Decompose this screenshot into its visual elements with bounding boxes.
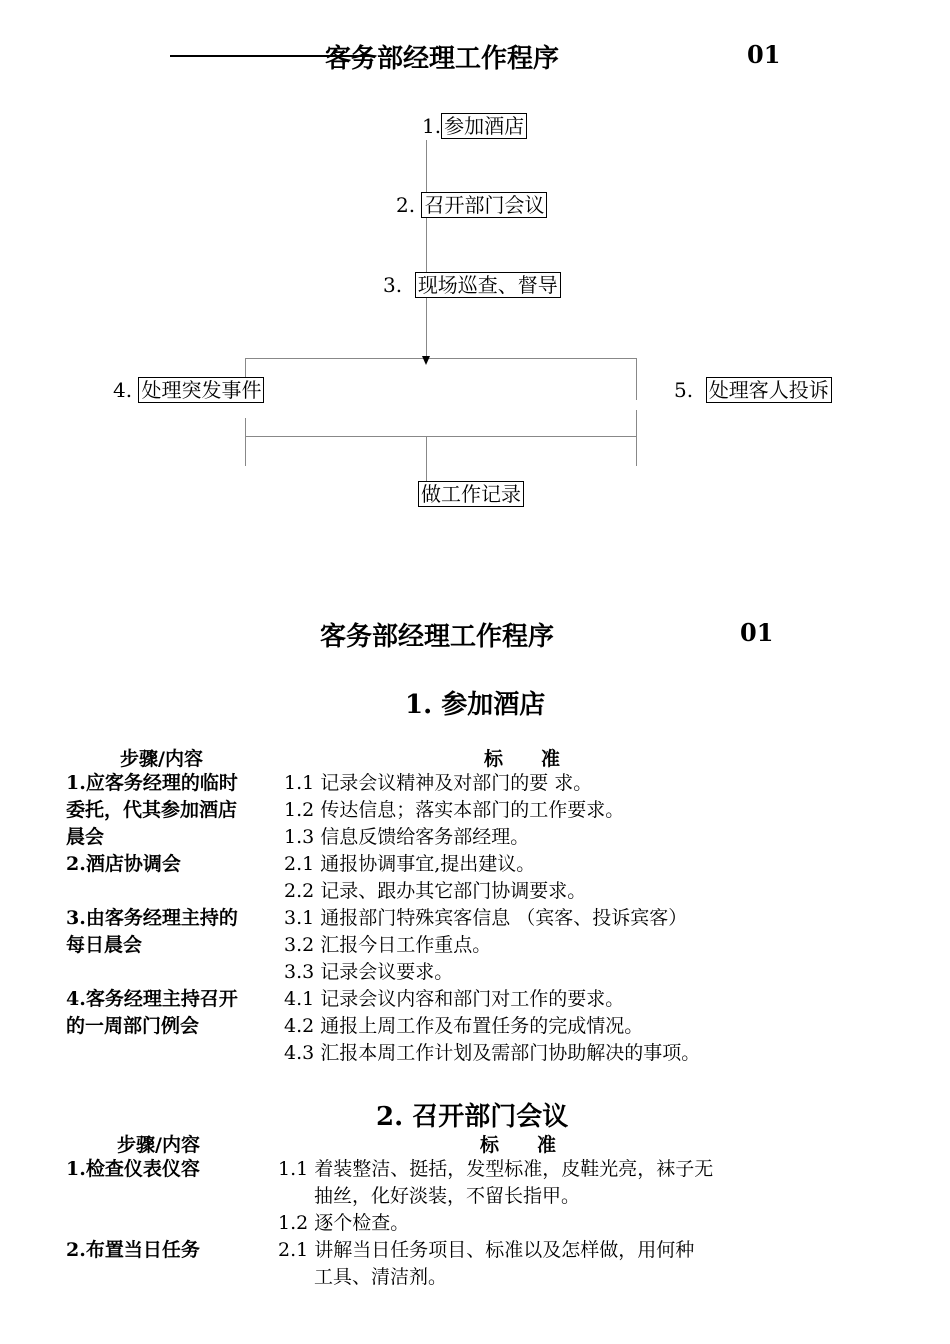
connector-1-2: [426, 140, 427, 195]
branch-top-line: [245, 358, 637, 359]
standard-line: 4.3 汇报本周工作计划及需部门协助解决的事项。: [284, 1042, 701, 1064]
branch-right-line: [636, 358, 637, 400]
standard-line: 2.2 记录、跟办其它部门协调要求。: [284, 880, 587, 902]
flow-node-num: 4.: [113, 378, 133, 402]
step-line: 晨会: [66, 826, 105, 848]
section-1-steps: [66, 770, 238, 1040]
standard-line: 1.2 逐个检查。: [278, 1212, 410, 1234]
flow-node-label: 现场巡查、督导: [415, 272, 561, 298]
flow-node-3: [383, 272, 561, 298]
section-2-title: 2. 召开部门会议: [376, 1102, 569, 1132]
standard-line: 3.3 记录会议要求。: [284, 961, 454, 983]
flow-node-6: [418, 481, 524, 507]
section-2-standards: [278, 1156, 713, 1291]
step-line: 1.应客务经理的临时: [66, 772, 238, 794]
step-line: 每日晨会: [66, 934, 143, 956]
step-line: 1.检查仪表仪容: [66, 1158, 200, 1180]
flow-node-num: 2.: [396, 193, 416, 217]
flow-node-label: 召开部门会议: [421, 192, 547, 218]
standard-line: 抽丝，化好淡装，不留长指甲。: [314, 1185, 581, 1207]
standard-line: 1.2 传达信息；落实本部门的工作要求。: [284, 799, 625, 821]
standard-line: 3.1 通报部门特殊宾客信息 （宾客、投诉宾客）: [284, 907, 688, 929]
flow-node-5: [674, 377, 832, 403]
doc-title: 客务部经理工作程序: [320, 622, 555, 652]
section-2-steps: [66, 1156, 200, 1264]
step-line: 2.布置当日任务: [66, 1239, 200, 1261]
merge-left-line: [245, 418, 246, 466]
step-line: 2.酒店协调会: [66, 853, 181, 875]
flow-node-label: 参加酒店: [441, 113, 527, 139]
step-line: 的一周部门例会: [66, 1015, 200, 1037]
section-2-header-step: 步骤/内容: [117, 1134, 200, 1156]
standard-line: 3.2 汇报今日工作重点。: [284, 934, 492, 956]
merge-right-line: [636, 410, 637, 466]
flow-node-label: 处理客人投诉: [706, 377, 832, 403]
doc-code: 01: [740, 618, 774, 647]
standard-line: 1.3 信息反馈给客务部经理。: [284, 826, 530, 848]
flow-node-num: 3.: [383, 273, 403, 297]
section-1-header-step: 步骤/内容: [120, 748, 203, 770]
flow-node-num: 5.: [674, 378, 694, 402]
flow-node-2: [396, 192, 547, 218]
flow-node-1: [422, 113, 527, 139]
connector-merge-record: [426, 436, 427, 484]
branch-left-line: [245, 358, 246, 378]
merge-bottom-line: [245, 436, 637, 437]
connector-2-3: [426, 218, 427, 274]
flow-node-num: 1.: [422, 114, 442, 138]
flowchart-code: 01: [747, 40, 781, 69]
standard-line: 工具、清洁剂。: [314, 1266, 448, 1288]
arrow-down-icon: [422, 356, 430, 365]
step-line: 4.客务经理主持召开: [66, 988, 238, 1010]
standard-line: 1.1 着装整洁、挺括，发型标准，皮鞋光亮，袜子无: [278, 1158, 714, 1180]
step-line: 委托，代其参加酒店: [66, 799, 238, 821]
flowchart-title: 客务部经理工作程序: [325, 44, 560, 74]
connector-3-branch: [426, 298, 427, 358]
standard-line: 4.2 通报上周工作及布置任务的完成情况。: [284, 1015, 644, 1037]
step-line: 3.由客务经理主持的: [66, 907, 238, 929]
flow-node-label: 做工作记录: [418, 481, 524, 507]
section-1-standards: [284, 770, 700, 1067]
section-2-header-std: 标 准: [480, 1134, 557, 1156]
section-1-header-std: 标 准: [484, 748, 561, 770]
flow-node-label: 处理突发事件: [138, 377, 264, 403]
standard-line: 1.1 记录会议精神及对部门的要 求。: [284, 772, 593, 794]
standard-line: 2.1 通报协调事宜,提出建议。: [284, 853, 536, 875]
flow-node-4: [113, 377, 264, 403]
standard-line: 2.1 讲解当日任务项目、标准以及怎样做，用何种: [278, 1239, 695, 1261]
standard-line: 4.1 记录会议内容和部门对工作的要求。: [284, 988, 625, 1010]
section-1-title: 1. 参加酒店: [405, 690, 546, 720]
